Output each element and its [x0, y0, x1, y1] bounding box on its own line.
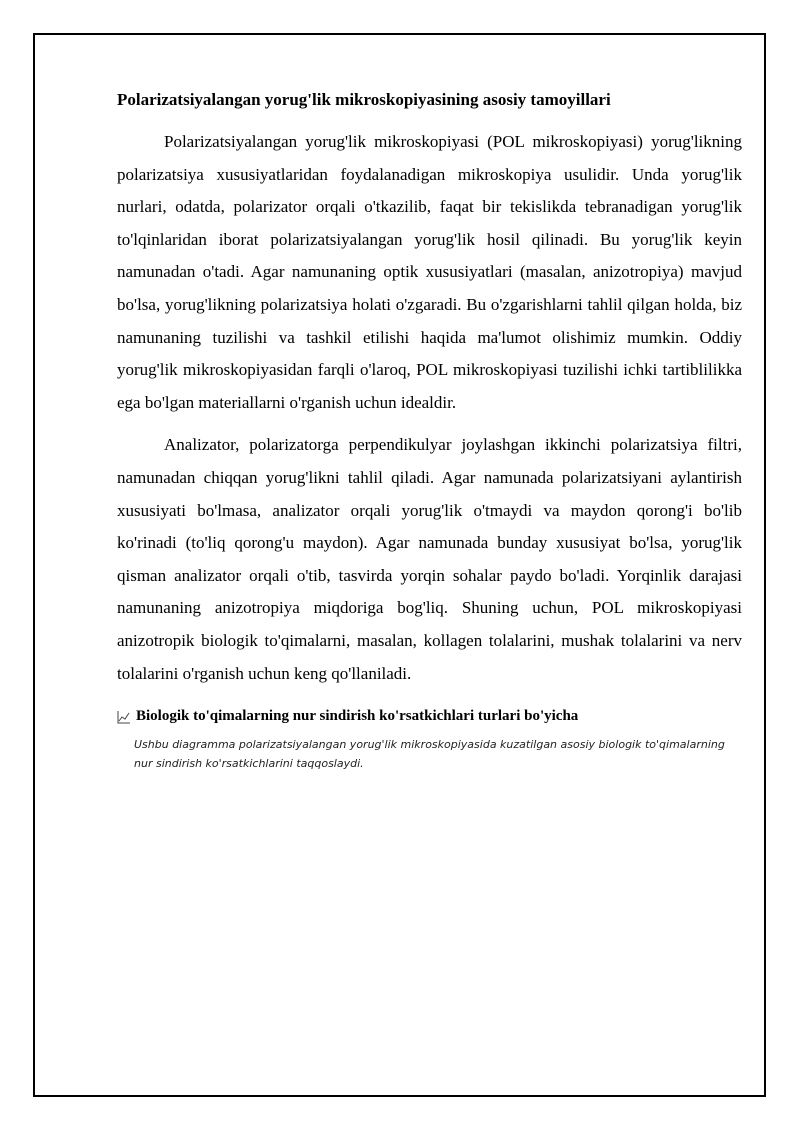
document-body — [117, 88, 742, 773]
chart-heading — [117, 708, 742, 725]
chart-caption: Ushbu diagramma polarizatsiyalangan yorug'lik mikroskopiyasida kuzatilgan asosiy biologik to'qimalarning nur sindirish ko'rsatkichlarini taqqoslaydi. — [134, 738, 725, 771]
paragraph-2: Analizator, polarizatorga perpendikulyar joylashgan ikkinchi polarizatsiya filtri, namunadan chiqqan yorug'likni tahlil qiladi. Agar namunada polarizatsiyani aylantirish xususiyati bo'lmasa, analizator orqali yorug'lik o'tmaydi va maydon qorong'i bo'lib ko'rinadi (to'liq qorong'u maydon). Agar namunada bunday xususiyat bo'lsa, yorug'lik qisman analizator orqali o'tib, tasvirda yorqin sohalar paydo bo'ladi. Yorqinlik darajasi namunaning anizotropiya miqdoriga bog'liq. Shuning uchun, POL mikroskopiyasi anizotropik biologik to'qimalarni, masalan, kollagen tolalarini, mushak tolalarini va nerv tolalarini o'rganish uchun keng qo'llaniladi. — [117, 435, 742, 683]
chart-title: Biologik to'qimalarning nur sindirish ko'rsatkichlari turlari bo'yicha — [136, 708, 579, 725]
section-heading: Polarizatsiyalangan yorug'lik mikroskopiyasining asosiy tamoyillari — [117, 90, 611, 109]
chart-line-icon — [117, 710, 131, 724]
paragraph-1: Polarizatsiyalangan yorug'lik mikroskopiyasi (POL mikroskopiyasi) yorug'likning polarizatsiya xususiyatlaridan foydalanadigan mikroskopiya usulidir. Unda yorug'lik nurlari, odatda, polarizator orqali o'tkazilib, faqat bir tekislikda tebranadigan yorug'lik to'lqinlaridan iborat polarizatsiyalangan yorug'lik hosil qilinadi. Bu yorug'lik keyin namunadan o'tadi. Agar namunaning optik xususiyatlari (masalan, anizotropiya) mavjud bo'lsa, yorug'likning polarizatsiya holati o'zgaradi. Bu o'zgarishlarni tahlil qilgan holda, biz namunaning tuzilishi va tashkil etilishi haqida ma'lumot olishimiz mumkin. Oddiy yorug'lik mikroskopiyasidan farqli o'laroq, POL mikroskopiyasi tuzilishi ichki tartiblilikka ega bo'lgan materiallarni o'rganish uchun idealdir. — [117, 132, 742, 412]
